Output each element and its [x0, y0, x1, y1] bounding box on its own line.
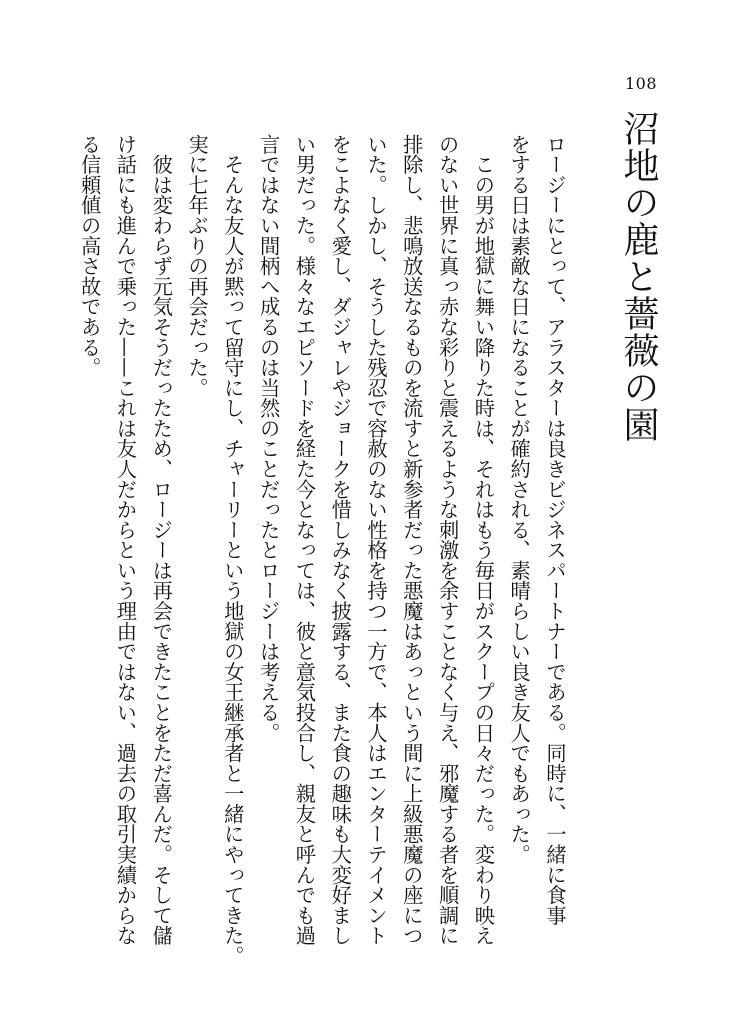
- text-column-5: 排除し、悲鳴放送なるものを流すと新参者だった悪魔はあっという間に上級悪魔の座につ: [399, 134, 424, 946]
- body-text: [77, 134, 572, 966]
- text-column-1: ロージーにとって、アラスターは良きビジネスパートナーである。同時に、一緒に食事: [543, 134, 567, 926]
- text-column-7: をこよなく愛し、ダジャレやジョークを惜しみなく披露する、また食の趣味も大変好まし: [328, 134, 353, 946]
- text-column-2: をする日は素敵な日になることが確約される、素晴らしい良き友人でもあった。: [507, 134, 532, 865]
- text-column-8: い男だった。様々なエピソードを経た今となっては、彼と意気投合し、親友と呼んでも過: [292, 134, 317, 946]
- text-column-6: いた。しかし、そうした残忍で容赦のない性格を持つ一方で、本人はエンターテイメント: [364, 134, 389, 946]
- text-column-9: 言ではない間柄へ成るのは当然のことだったとロージーは考える。: [256, 134, 281, 743]
- text-column-13: け話にも進んで乗った——これは友人だからという理由ではない、過去の取引実績からな: [113, 134, 138, 946]
- chapter-title: 沼地の鹿と薔薇の園: [618, 110, 659, 443]
- text-column-4: のない世界に真っ赤な彩りと震えるような刺激を余すことなく与え、邪魔する者を順調に: [435, 134, 460, 946]
- page-number: 108: [624, 74, 658, 93]
- text-column-3: この男が地獄に舞い降りた時は、それはもう毎日がスクープの日々だった。変わり映え: [471, 134, 496, 946]
- text-column-10: そんな友人が黙って留守にし、チャーリーという地獄の女王継承者と一緒にやってきた。: [220, 134, 245, 966]
- text-column-14: る信頼値の高さ故である。: [77, 134, 102, 378]
- text-column-12: 彼は変わらず元気そうだったため、ロージーは再会できたことをただ喜んだ。そして儲: [149, 134, 174, 946]
- text-column-11: 実に七年ぶりの再会だった。: [185, 134, 210, 398]
